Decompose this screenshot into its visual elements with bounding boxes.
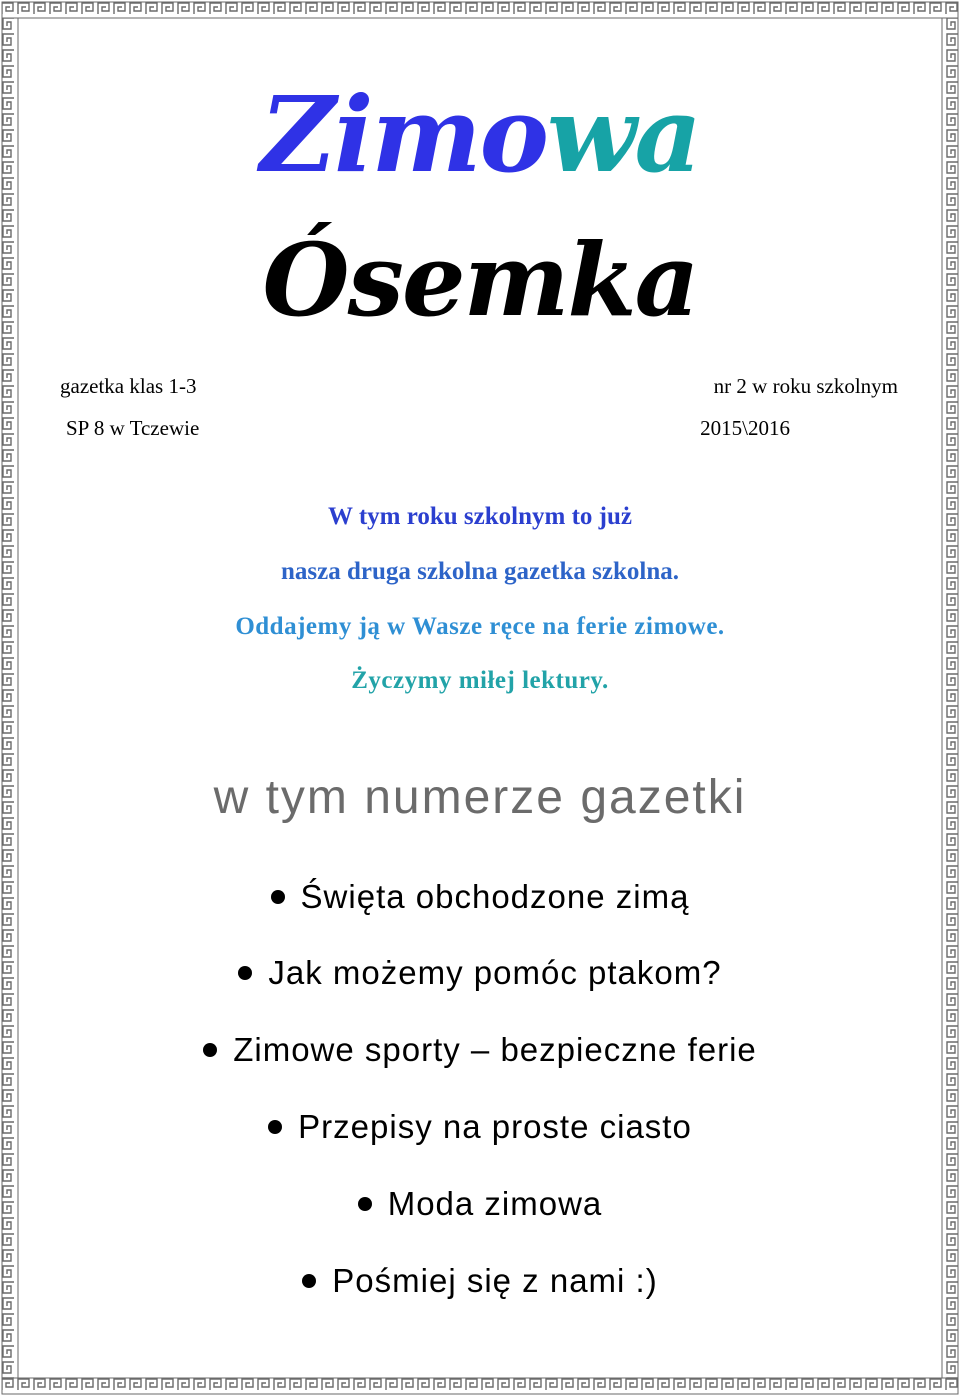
contents-item-label: Moda zimowa [387, 1185, 603, 1222]
meta-classes: gazetka klas 1-3 [60, 374, 197, 398]
bullet-icon [268, 1120, 282, 1134]
meta-issue-number: nr 2 w roku szkolnym [713, 374, 898, 398]
meta-school-year: 2015\2016 [700, 416, 790, 440]
intro-line-2: nasza druga szkolna gazetka szkolna. [281, 558, 679, 585]
masthead-title-letter: m [371, 73, 480, 196]
bullet-icon [302, 1274, 316, 1288]
bullet-icon [203, 1043, 217, 1057]
contents-item [0, 1262, 960, 1300]
masthead-title-letter: a [634, 73, 700, 196]
contents-item-label: Jak możemy pomóc ptakom? [268, 954, 722, 991]
intro-line-3: Oddajemy ją w Wasze ręce na ferie zimowe. [235, 613, 725, 640]
masthead-title-letter: o [479, 73, 547, 196]
contents-item [0, 1185, 960, 1223]
contents-heading: w tym numerze gazetki [213, 771, 747, 824]
masthead-title-letter: Z [260, 73, 335, 196]
contents-item-label: Święta obchodzone zimą [300, 878, 690, 915]
contents-item-label: Pośmiej się z nami :) [332, 1262, 658, 1299]
contents-item [0, 1108, 960, 1146]
contents-item [0, 1031, 960, 1069]
masthead-subtitle: Ósemka [262, 221, 698, 339]
bullet-icon [358, 1197, 372, 1211]
contents-item [0, 954, 960, 992]
contents-item-label: Zimowe sporty – bezpieczne ferie [233, 1031, 757, 1068]
bullet-icon [271, 890, 285, 904]
masthead-title-letter: w [546, 73, 635, 196]
masthead-title-letter: i [334, 73, 372, 196]
contents-item-label: Przepisy na proste ciasto [298, 1108, 692, 1145]
intro-line-1: W tym roku szkolnym to już [328, 503, 632, 530]
meta-school: SP 8 w Tczewie [66, 416, 200, 440]
intro-line-4: Życzymy miłej lektury. [351, 667, 609, 694]
contents-item [0, 878, 960, 916]
bullet-icon [238, 966, 252, 980]
masthead-title [0, 70, 960, 200]
